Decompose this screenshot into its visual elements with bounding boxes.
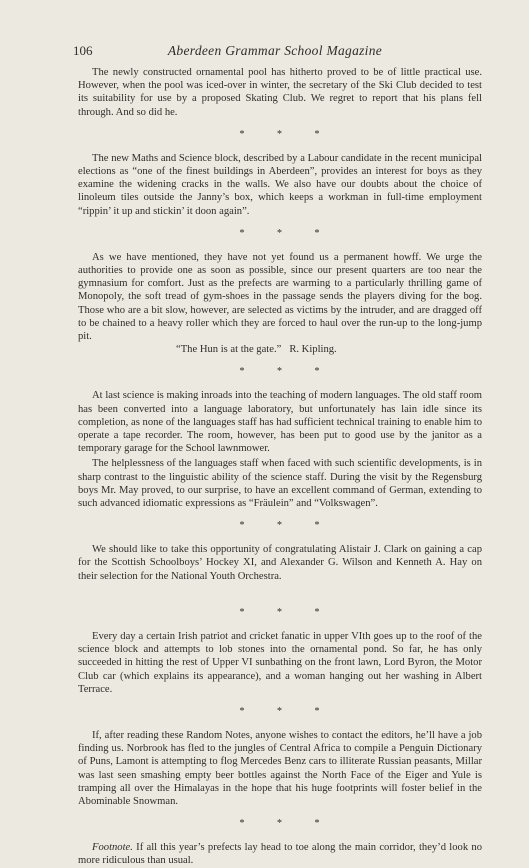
section-separator: * * * bbox=[239, 366, 335, 378]
paragraph-science-block: The new Maths and Science block, described by a Labour candidate in the recent municipal elections as “one of the finest buildings in Aberdeen”, provides an interest for boys as they examine the widening cracks in the walls. We also have our doubts about the choice of linoleum tiles outside the Janny’s box, which keeps a workman in full-time employment “rippin’ it up and stickin’ it doon again”. bbox=[78, 152, 482, 217]
paragraph-congratulations: We should like to take this opportunity of congratulating Alistair J. Clark on gaining a cap for the Scottish Schoolboys’ Hockey XI, and Alexander G. Wilson and Kenneth A. Hay on their selection for the National Youth Orchestra. bbox=[78, 544, 482, 582]
section-separator: * * * bbox=[239, 818, 335, 830]
paragraph-ornamental-pool: The newly constructed ornamental pool has hitherto proved to be of little practical use. However, when the pool was iced-over in winter, the secretary of the Ski Club decided to test its suitability for use by a proposed Skating Club. We regret to report that his plans fell through. And so did he. bbox=[78, 67, 482, 118]
section-separator: * * * bbox=[239, 606, 335, 618]
footnote-label: Footnote. bbox=[92, 842, 133, 854]
paragraph-language-lab: At last science is making inroads into the teaching of modern languages. The old staff room has been converted into a language laboratory, but unfortunately has lain idle since its completion, as none of the languages staff has had sufficient technical training to enable him to operate a tape recorder. The room, however, has been put to good use by the janitor as a temporary garage for the School lawnmower. bbox=[78, 390, 482, 455]
section-separator: * * * bbox=[239, 227, 335, 239]
paragraph-editors: If, after reading these Random Notes, anyone wishes to contact the editors, he’ll have a job finding us. Norbrook has fled to the jungles of Central Africa to compile a Penguin Dictionary of Puns, Lamont is attempting to flog Mercedes Benz cars to illiterate Russian peasants, Millar was last seen smashing empty beer bottles against the North Face of the Eiger and Yule is tramping all over the Himalayas in the hope that his huge footprints will foster belief in the Abominable Snowman. bbox=[78, 729, 482, 807]
paragraph-prefects-howff: As we have mentioned, they have not yet found us a permanent howff. We urge the authorities to provide one as soon as possible, since our present quarters are too near the gymnasium for comfort. Just as the prefects are warming to a particularly thrilling game of Monopoly, the soft tread of gym-shoes in the passage sends the players diving for the bog. Those who are a bit slow, however, are selected as victims by the intruder, and are dragged off to be chained to a heavy roller which they are forced to haul over the run-up to the long-jump pit. bbox=[78, 251, 482, 343]
paragraph-irish-patriot: Every day a certain Irish patriot and cricket fanatic in upper VIth goes up to the roof of the science block and attempts to lob stones into the ornamental pond. So far, he has only succeeded in hitting the rest of Upper VI sunbathing on the front lawn, Lord Byron, the Motor Club car (which explains its appearance), and a woman hanging out her washing in Albert Terrace. bbox=[78, 630, 482, 695]
quote-text: “The Hun is at the gate.” bbox=[176, 344, 282, 356]
page-number: 106 bbox=[73, 43, 93, 58]
quote-attribution: R. Kipling. bbox=[289, 344, 337, 356]
page-header bbox=[73, 43, 477, 63]
section-separator: * * * bbox=[239, 705, 335, 717]
section-separator: * * * bbox=[239, 128, 335, 140]
footnote-text: If all this year’s prefects lay head to toe along the main corridor, they’d look no more ridiculous than usual. bbox=[78, 842, 482, 867]
article-body bbox=[78, 66, 482, 868]
quotation bbox=[78, 343, 482, 356]
running-head-title: Aberdeen Grammar School Magazine bbox=[167, 43, 383, 58]
paragraph-languages-staff: The helplessness of the languages staff when faced with such scientific developments, is in sharp contrast to the linguistic ability of the science staff. During the visit by the Regensburg boys Mr. May proved, to our surprise, to have an excellent command of German, extending to such advanced idiomatic expressions as “Fräulein” and “Volkswagen”. bbox=[78, 458, 482, 510]
section-separator: * * * bbox=[239, 520, 335, 532]
paragraph-footnote bbox=[78, 841, 482, 867]
